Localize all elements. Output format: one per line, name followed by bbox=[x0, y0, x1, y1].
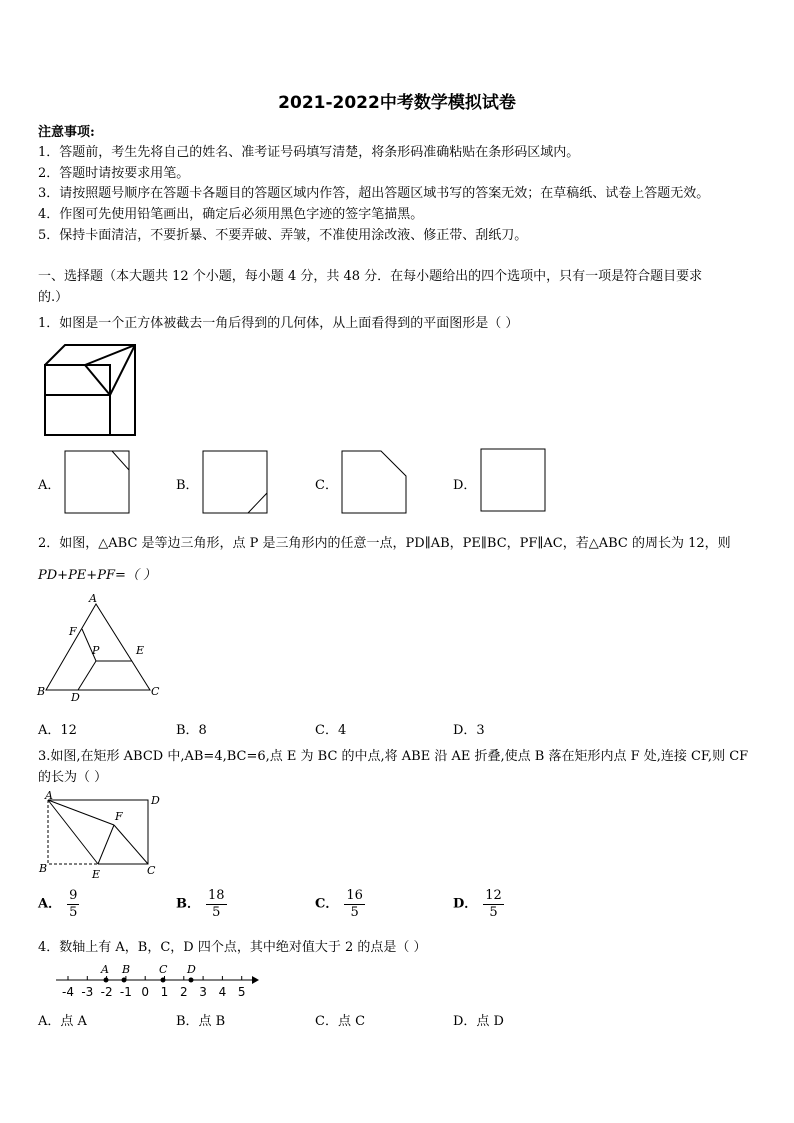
q3-label-f: F bbox=[115, 810, 123, 823]
notice-item: 5．保持卡面清洁，不要折暴、不要弄破、弄皱，不准使用涂改液、修正带、刮纸刀。 bbox=[38, 228, 528, 243]
q4-option-a: A．点 A bbox=[38, 1014, 87, 1029]
q2-label-f: F bbox=[69, 625, 77, 638]
q2-label-a: A bbox=[89, 592, 97, 605]
q3-option-b: B． $\frac{18}{5}$ bbox=[176, 888, 225, 920]
q4-point-c bbox=[161, 978, 166, 983]
section-heading-cont: 的.） bbox=[38, 290, 69, 305]
q2-triangle-figure bbox=[36, 592, 166, 702]
page-title: 2021-2022中考数学模拟试卷 bbox=[278, 93, 516, 113]
q3-label-a: A bbox=[45, 789, 53, 802]
notice-heading: 注意事项: bbox=[38, 125, 95, 140]
q4-point-b bbox=[122, 978, 127, 983]
notice-item: 1．答题前，考生先将自己的姓名、准考证号码填写清楚，将条形码准确粘贴在条形码区域内。 bbox=[38, 145, 580, 160]
q1-option-a-label: A． bbox=[38, 478, 61, 493]
q4-point-d-label: D bbox=[187, 963, 196, 976]
q3-option-c: C． $\frac{16}{5}$ bbox=[315, 888, 363, 920]
q4-tick-label: 2 bbox=[179, 985, 188, 999]
q4-number-line bbox=[52, 960, 262, 1000]
q2-label-e: E bbox=[136, 644, 145, 657]
q1-stem: 1．如图是一个正方体被截去一角后得到的几何体，从上面看得到的平面图形是（ ） bbox=[38, 316, 519, 331]
q4-option-b: B．点 B bbox=[176, 1014, 226, 1029]
q4-tick-label: 4 bbox=[218, 985, 227, 999]
q1-option-c-figure bbox=[341, 450, 409, 516]
notice-item: 4．作图可先使用铅笔画出，确定后必须用黑色字迹的签字笔描黑。 bbox=[38, 207, 424, 222]
q4-tick-label: 3 bbox=[199, 985, 207, 999]
q4-point-d bbox=[189, 978, 194, 983]
q4-point-a-label: A bbox=[101, 963, 109, 976]
q3-label-c: C bbox=[147, 864, 156, 877]
notice-item: 2．答题时请按要求用笔。 bbox=[38, 166, 190, 181]
q2-stem-cont: PD+PE+PF=（ ） bbox=[38, 568, 156, 583]
q3-label-b: B bbox=[39, 862, 48, 875]
q4-tick-label: -4 bbox=[62, 985, 74, 999]
q1-option-d-figure bbox=[480, 448, 548, 514]
q4-tick-label: 0 bbox=[141, 985, 150, 999]
q1-option-b-label: B． bbox=[176, 478, 199, 493]
q1-solid-figure bbox=[40, 340, 140, 440]
q3-stem-cont: 的长为（ ） bbox=[38, 770, 108, 785]
q1-option-a-figure bbox=[64, 450, 132, 516]
q2-label-c: C bbox=[151, 685, 160, 698]
q1-option-b-figure bbox=[202, 450, 270, 516]
q3-label-d: D bbox=[151, 794, 160, 807]
q3-label-e: E bbox=[92, 868, 101, 881]
q4-point-b-label: B bbox=[122, 963, 131, 976]
q2-stem: 2．如图，△ABC 是等边三角形，点 P 是三角形内的任意一点，PD∥AB，PE∥BC，PF∥AC，若△ABC 的周长为 12，则 bbox=[38, 536, 731, 551]
notice-item: 3．请按照题号顺序在答题卡各题目的答题区域内作答，超出答题区域书写的答案无效；在草稿纸、试卷上答题无效。 bbox=[38, 186, 710, 201]
q4-option-c: C．点 C bbox=[315, 1014, 366, 1029]
q4-point-c-label: C bbox=[159, 963, 168, 976]
q4-tick-label: 1 bbox=[160, 985, 169, 999]
q2-option-d: D．3 bbox=[453, 723, 485, 738]
section-heading: 一、选择题（本大题共 12 个小题，每小题 4 分，共 48 分．在每小题给出的四个选项中，只有一项是符合题目要求 bbox=[38, 269, 703, 284]
q2-label-b: B bbox=[37, 685, 46, 698]
q1-option-d-label: D． bbox=[453, 478, 477, 493]
q3-option-a: A． $\frac{9}{5}$ bbox=[38, 888, 78, 920]
q4-stem: 4．数轴上有 A，B，C，D 四个点，其中绝对值大于 2 的点是（ ） bbox=[38, 940, 427, 955]
q2-label-d: D bbox=[71, 691, 80, 702]
q3-option-d: D． $\frac{12}{5}$ bbox=[453, 888, 502, 920]
q2-option-c: C．4 bbox=[315, 723, 347, 738]
q4-option-d: D．点 D bbox=[453, 1014, 504, 1029]
q3-stem: 3.如图,在矩形 ABCD 中,AB=4,BC=6,点 E 为 BC 的中点,将 ABE 沿 AE 折叠,使点 B 落在矩形内点 F 处,连接 CF,则 CF bbox=[38, 749, 749, 764]
q4-tick-label: 5 bbox=[237, 985, 246, 999]
q2-option-b: B．8 bbox=[176, 723, 207, 738]
q4-tick-label: -1 bbox=[119, 985, 132, 999]
q2-option-a: A．12 bbox=[38, 723, 77, 738]
q4-point-a bbox=[104, 978, 109, 983]
q2-label-p: P bbox=[92, 644, 100, 657]
q4-tick-label: -2 bbox=[100, 985, 113, 999]
q4-tick-label: -3 bbox=[81, 985, 94, 999]
q1-option-c-label: C． bbox=[315, 478, 338, 493]
q3-rectangle-figure bbox=[36, 788, 166, 883]
